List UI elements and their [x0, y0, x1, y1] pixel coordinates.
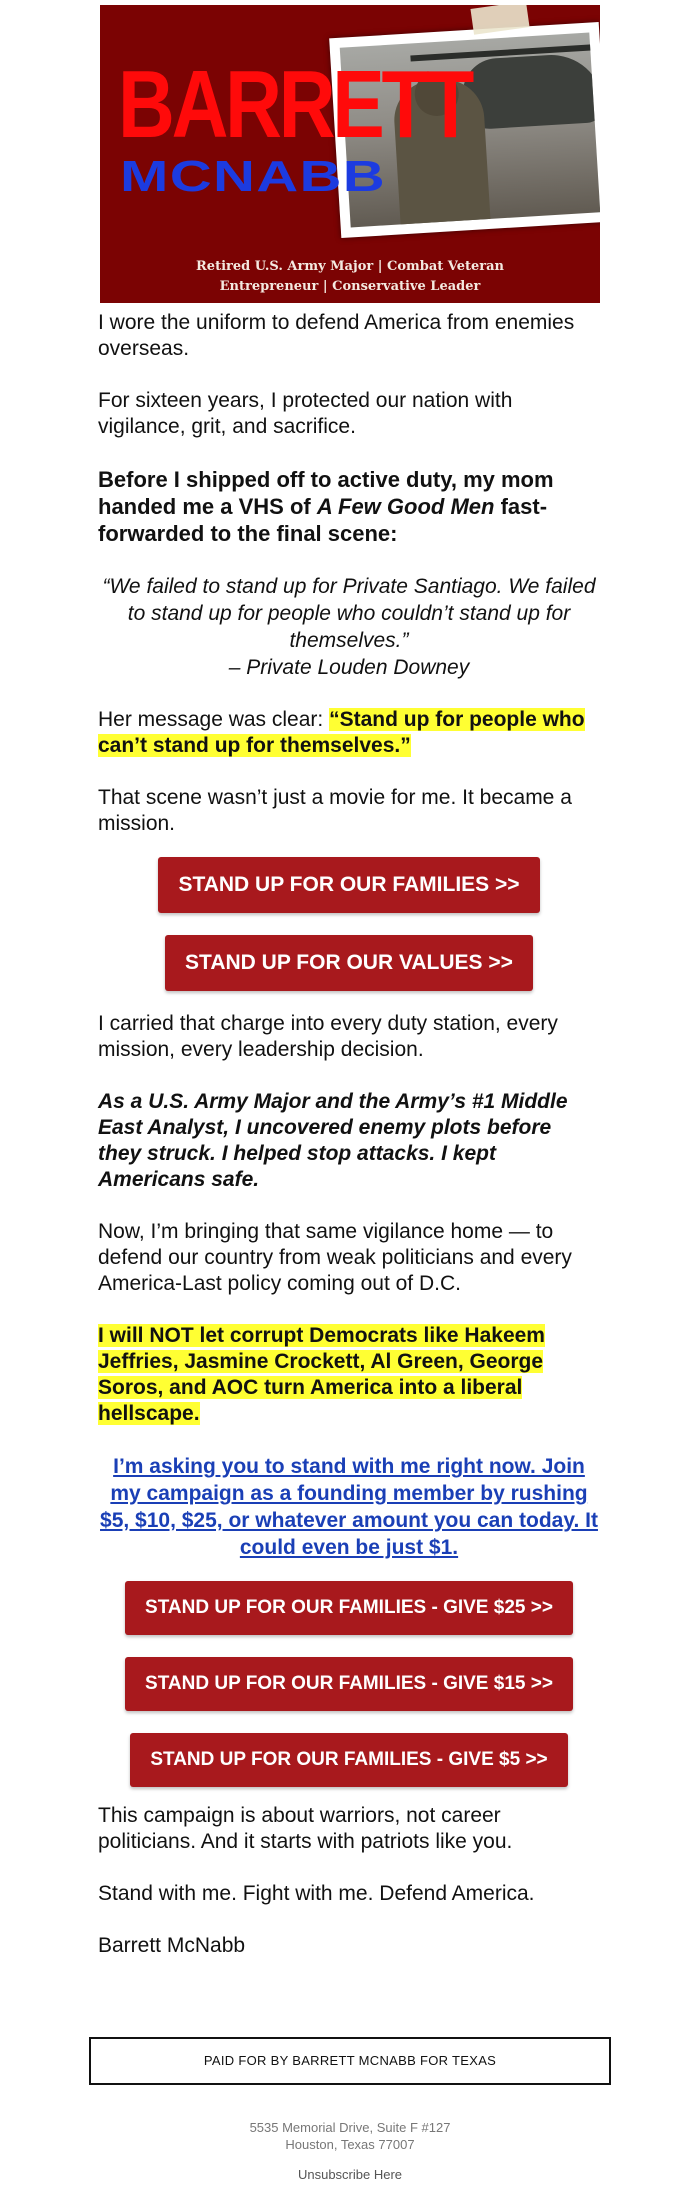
candidate-name-last: MCNABB [120, 152, 387, 201]
values-button[interactable]: STAND UP FOR OUR VALUES >> [165, 935, 533, 991]
address-line-1: 5535 Memorial Drive, Suite F #127 [249, 2120, 451, 2135]
header-banner [100, 5, 600, 303]
paragraph-stand-with-me: Stand with me. Fight with me. Defend America. [98, 1882, 535, 1905]
quote-attribution: – Private Louden Downey [228, 656, 470, 679]
paragraph-army-major: As a U.S. Army Major and the Army’s #1 Middle East Analyst, I uncovered enemy plots before they struck. I helped stop attacks. I kept Americans safe. [98, 1090, 568, 1191]
paragraph-vigilance-home: Now, I’m bringing that same vigilance home — to defend our country from weak politicians and every America-Last policy coming out of D.C. [98, 1220, 572, 1295]
give-5-button[interactable]: STAND UP FOR OUR FAMILIES - GIVE $5 >> [130, 1733, 567, 1787]
candidate-name-first: BARRETT [118, 51, 472, 158]
address-line-2: Houston, Texas 77007 [285, 2137, 415, 2152]
banner-tagline-2: Entrepreneur | Conservative Leader [219, 279, 481, 294]
paid-for-disclaimer: PAID FOR BY BARRETT MCNABB FOR TEXAS [89, 2037, 611, 2085]
give-25-button[interactable]: STAND UP FOR OUR FAMILIES - GIVE $25 >> [125, 1581, 573, 1635]
give-15-button[interactable]: STAND UP FOR OUR FAMILIES - GIVE $15 >> [125, 1657, 573, 1711]
paragraph-mission: That scene wasn’t just a movie for me. It became a mission. [98, 786, 572, 835]
paragraph-sixteen-years: For sixteen years, I protected our nation with vigilance, grit, and sacrifice. [98, 389, 513, 438]
paragraph-uniform: I wore the uniform to defend America from enemies overseas. [98, 311, 575, 360]
paragraph-vhs: Before I shipped off to active duty, my mom handed me a VHS of A Few Good Men fast-forwarded to the final scene: [98, 467, 554, 546]
donate-link[interactable]: I’m asking you to stand with me right now. Join my campaign as a founding member by rushing $5, $10, $25, or whatever amount you can today. It could even be just $1. [100, 1455, 598, 1559]
movie-title: A Few Good Men [316, 494, 495, 519]
highlighted-message: “Stand up for people who can’t stand up for themselves.” [98, 708, 585, 757]
banner-tagline-1: Retired U.S. Army Major | Combat Veteran [196, 259, 504, 274]
unsubscribe-link[interactable]: Unsubscribe Here [297, 2167, 403, 2182]
movie-quote: “We failed to stand up for Private Santiago. We failed to stand up for people who couldn’t stand up for themselves.” – Private Louden Downey [102, 575, 596, 679]
paragraph-duty-station: I carried that charge into every duty station, every mission, every leadership decision. [98, 1012, 558, 1061]
paragraph-warriors: This campaign is about warriors, not career politicians. And it starts with patriots like you. [98, 1804, 513, 1853]
paragraph-democrats: I will NOT let corrupt Democrats like Hakeem Jeffries, Jasmine Crockett, Al Green, George Soros, and AOC turn America into a liberal hellscape. [98, 1324, 545, 1425]
email-body [98, 310, 600, 1959]
signature: Barrett McNabb [98, 1934, 246, 1957]
families-button[interactable]: STAND UP FOR OUR FAMILIES >> [158, 857, 539, 913]
paragraph-message: Her message was clear: “Stand up for people who can’t stand up for themselves.” [98, 708, 585, 757]
